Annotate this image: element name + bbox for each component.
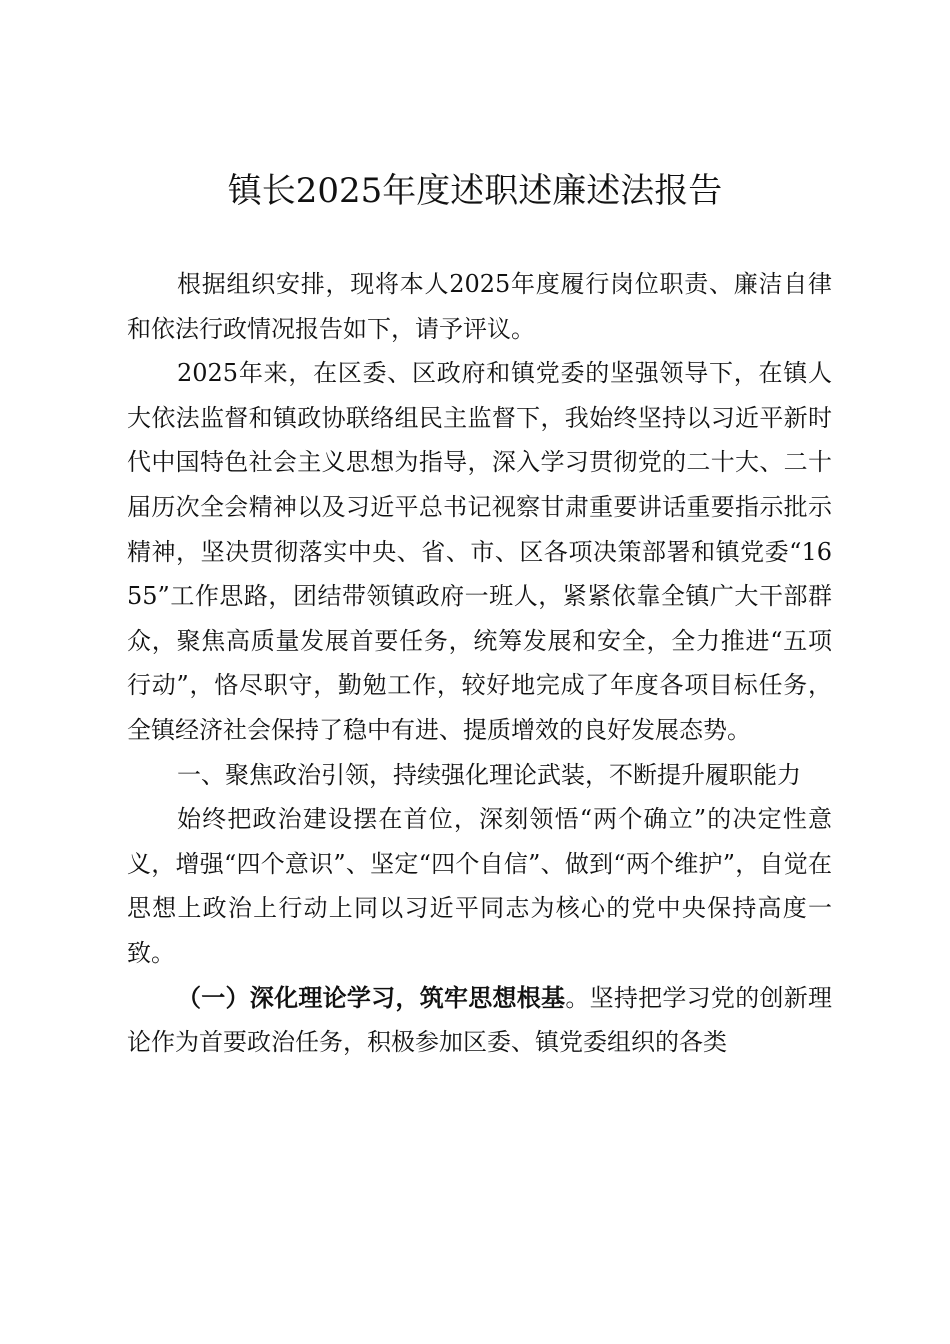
section-heading: 一、聚焦政治引领，持续强化理论武装，不断提升履职能力 xyxy=(177,760,801,789)
document-title: 镇长2025年度述职述廉述法报告 xyxy=(227,171,723,211)
subsection-text: 。坚持把学习党的创新理论作为首要政治任务，积极参加区委、镇党委组织的各类 xyxy=(127,983,833,1057)
document-body xyxy=(127,262,832,1065)
subsection-heading: （一）深化理论学习，筑牢思想根基 xyxy=(177,982,566,1012)
summary-paragraph: 2025年来，在区委、区政府和镇党委的坚强领导下，在镇人大依法监督和镇政协联络组民主监督下，我始终坚持以习近平新时代中国特色社会主义思想为指导，深入学习贯彻党的二十大、二十届历次全会精神以及习近平总书记视察甘肃重要讲话重要指示批示精神，坚决贯彻落实中央、省、市、区各项决策部署和镇党委“1655”工作思路，团结带领镇政府一班人，紧紧依靠全镇广大干部群众，聚焦高质量发展首要任务，统筹发展和安全，全力推进“五项行动”，恪尽职守，勤勉工作，较好地完成了年度各项目标任务，全镇经济社会保持了稳中有进、提质增效的良好发展态势。 xyxy=(127,359,832,744)
intro-paragraph: 根据组织安排，现将本人2025年度履行岗位职责、廉洁自律和依法行政情况报告如下，请予评议。 xyxy=(127,270,832,343)
subsection-paragraph xyxy=(127,976,832,1065)
section-paragraph: 始终把政治建设摆在首位，深刻领悟“两个确立”的决定性意义，增强“四个意识”、坚定“四个自信”、做到“两个维护”，自觉在思想上政治上行动上同以习近平同志为核心的党中央保持高度一致。 xyxy=(127,805,832,967)
